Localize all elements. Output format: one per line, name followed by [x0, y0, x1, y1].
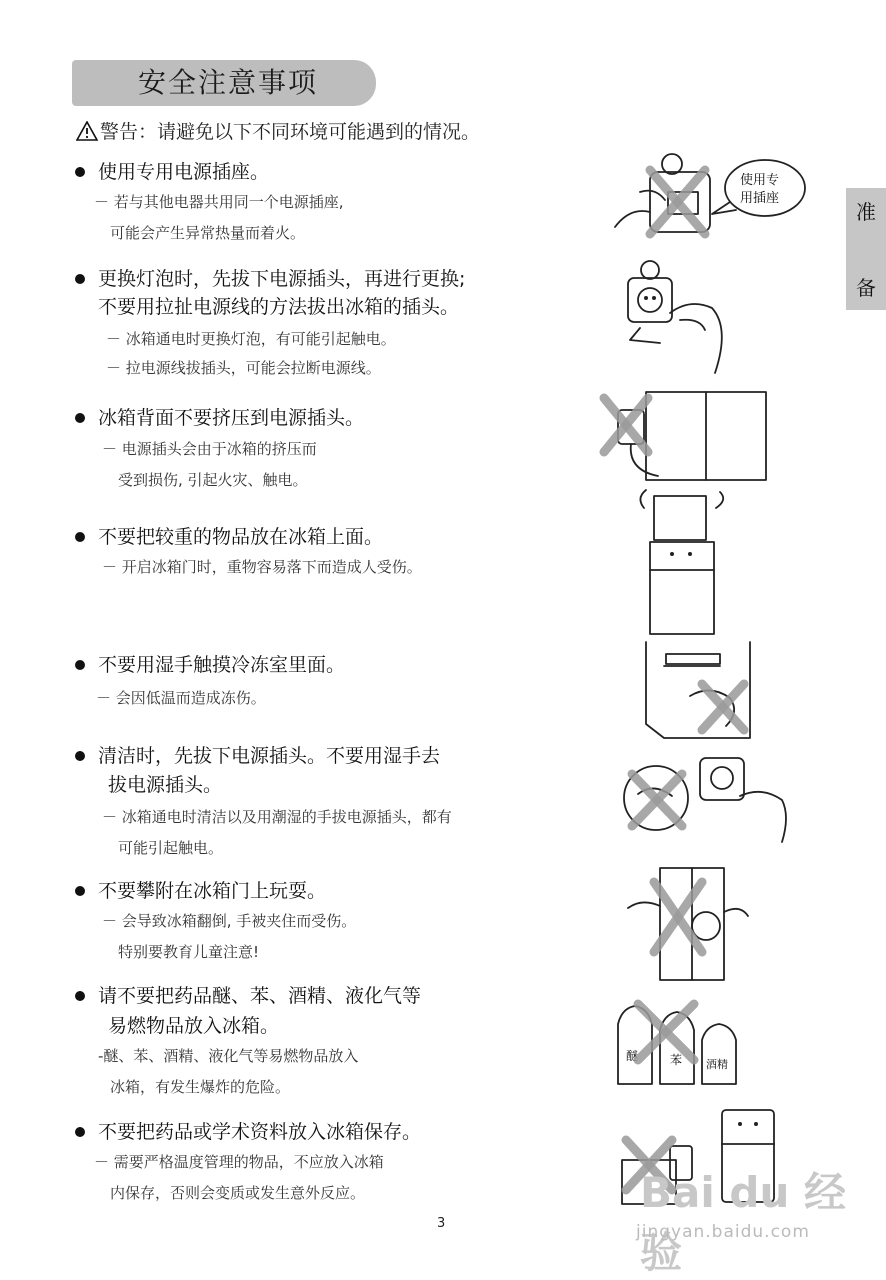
side-tab-char-1: 准: [856, 200, 876, 224]
outlet-illustration: [610, 152, 810, 252]
item-8-heading-2: 易燃物品放入冰箱。: [108, 1015, 280, 1037]
item-7-note-2: 特别要教育儿童注意!: [118, 943, 260, 961]
item-4-note-1: － 开启冰箱门时，重物容易落下而造成人受伤。: [102, 558, 422, 576]
freezer-hand-illustration: [640, 636, 756, 740]
item-2-heading-1: 更换灯泡时，先拔下电源插头，再进行更换;: [98, 268, 466, 290]
warning-text: 警告：请避免以下不同环境可能遇到的情况。: [100, 121, 481, 143]
flammable-bottles-illustration: [608, 984, 748, 1094]
bubble-line-1: 使用专: [740, 172, 780, 187]
item-6-note-2: 可能引起触电。: [118, 839, 224, 857]
item-6-heading-2: 拔电源插头。: [108, 774, 223, 796]
item-2-heading-2: 不要用拉扯电源线的方法拔出冰箱的插头。: [98, 296, 460, 318]
item-4-heading: 不要把较重的物品放在冰箱上面。: [98, 526, 384, 548]
plug-hand-illustration: [620, 258, 740, 378]
item-8-note-1: -醚、苯、酒精、液化气等易燃物品放入: [98, 1047, 359, 1065]
item-7-heading: 不要攀附在冰箱门上玩耍。: [98, 880, 327, 902]
page-title: 安全注意事项: [138, 66, 319, 99]
item-9-heading: 不要把药品或学术资料放入冰箱保存。: [98, 1121, 422, 1143]
bottle-label-ether: 醚: [626, 1049, 639, 1063]
item-9-note-2: 内保存，否则会变质或发生意外反应。: [110, 1184, 366, 1202]
item-1-note-1: － 若与其他电器共用同一个电源插座,: [94, 193, 344, 211]
bullet: [75, 274, 85, 284]
page-number: 3: [437, 1216, 446, 1231]
bullet: [75, 886, 85, 896]
item-9-note-1: － 需要严格温度管理的物品，不应放入冰箱: [94, 1153, 384, 1171]
bottle-label-benzene: 苯: [670, 1053, 683, 1067]
watermark-logo: Bai du 经验: [640, 1168, 846, 1277]
item-7-note-1: － 会导致冰箱翻倒, 手被夹住而受伤。: [102, 912, 357, 930]
side-tab-char-2: 备: [856, 276, 876, 300]
item-6-heading-1: 清洁时，先拔下电源插头。不要用湿手去: [98, 745, 441, 767]
bullet: [75, 751, 85, 761]
item-5-heading: 不要用湿手触摸冷冻室里面。: [98, 654, 346, 676]
item-2-note-2: － 拉电源线拔插头，可能会拉断电源线。: [106, 359, 381, 377]
wet-hand-plug-illustration: [622, 746, 792, 846]
bullet: [75, 991, 85, 1001]
item-8-heading-1: 请不要把药品醚、苯、酒精、液化气等: [98, 985, 422, 1007]
bullet: [75, 660, 85, 670]
bullet: [75, 413, 85, 423]
item-1-note-2: 可能会产生异常热量而着火。: [110, 224, 306, 242]
item-1-heading: 使用专用电源插座。: [98, 161, 270, 183]
bullet: [75, 532, 85, 542]
fridge-back-illustration: [598, 390, 774, 490]
bullet: [75, 1127, 85, 1137]
bullet: [75, 167, 85, 177]
item-8-note-2: 冰箱，有发生爆炸的危险。: [110, 1078, 291, 1096]
item-6-note-1: － 冰箱通电时清洁以及用潮湿的手拔电源插头，都有: [102, 808, 452, 826]
watermark-url: jingyan.baidu.com: [636, 1222, 810, 1242]
item-3-note-2: 受到损伤, 引起火灾、触电。: [118, 471, 308, 489]
heavy-object-illustration: [636, 488, 736, 638]
item-5-note-1: － 会因低温而造成冻伤。: [96, 689, 266, 707]
bubble-line-2: 用插座: [740, 190, 780, 205]
item-2-note-1: － 冰箱通电时更换灯泡，有可能引起触电。: [106, 330, 396, 348]
bottle-label-alcohol: 酒精: [706, 1059, 728, 1071]
warning-line: [76, 120, 480, 144]
item-3-heading: 冰箱背面不要挤压到电源插头。: [98, 407, 365, 429]
warning-triangle-icon: [76, 121, 98, 141]
child-door-illustration: [624, 852, 754, 982]
item-3-note-1: － 电源插头会由于冰箱的挤压而: [102, 440, 317, 458]
